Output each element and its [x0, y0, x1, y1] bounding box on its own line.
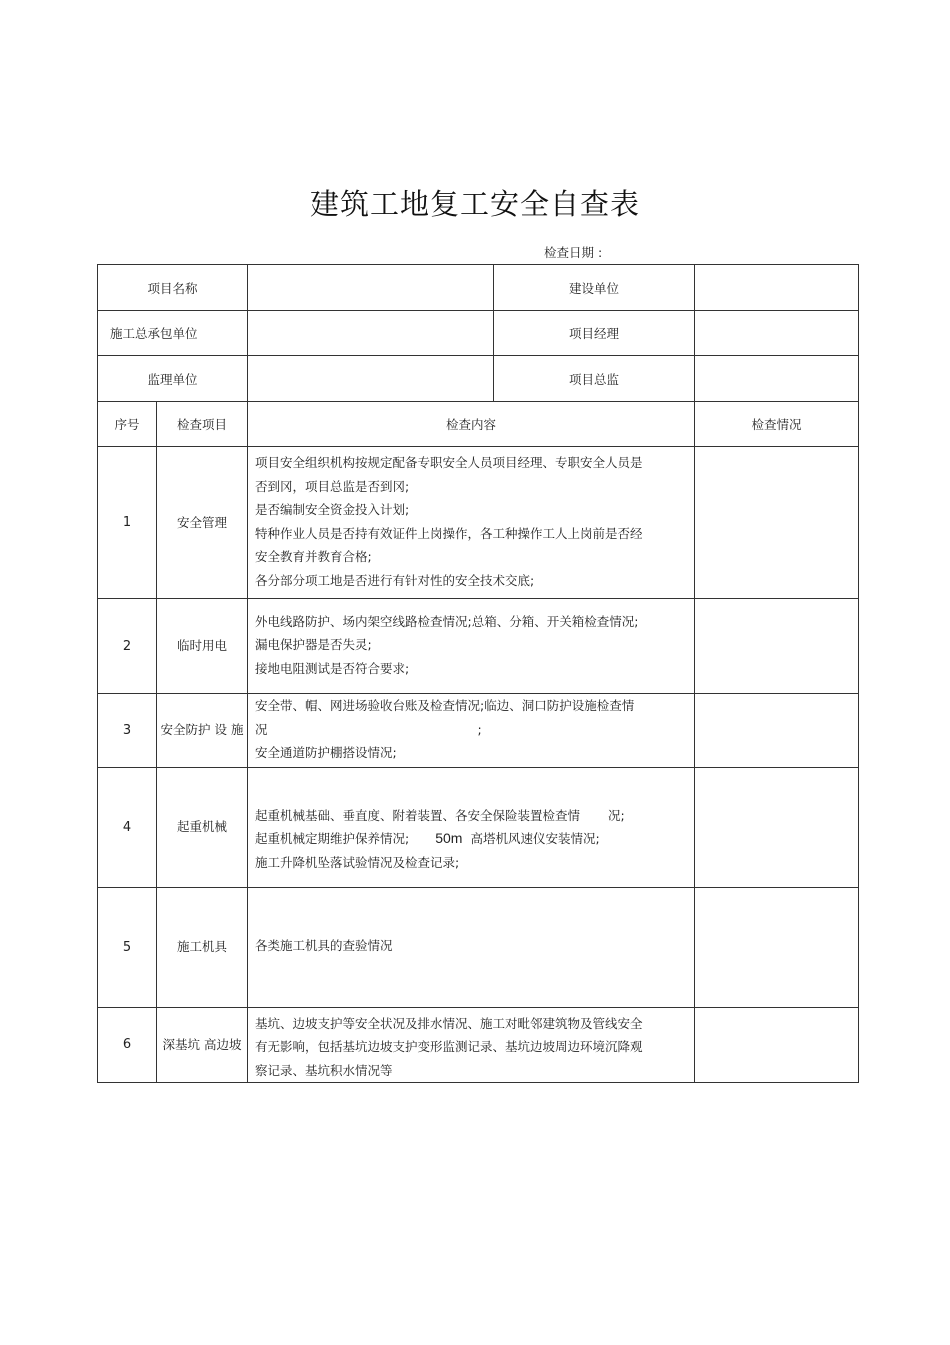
supervisor-label: 监理单位 [98, 356, 248, 402]
row-item: 起重机械 [157, 767, 248, 887]
row-status-field[interactable] [695, 1007, 859, 1083]
chief-supervisor-label: 项目总监 [494, 356, 695, 402]
row-content: 外电线路防护、场内架空线路检查情况;总箱、分箱、开关箱检查情况; 漏电保护器是否失灵; 接地电阻测试是否符合要求; [248, 599, 695, 694]
manager-field[interactable] [695, 311, 859, 356]
header-status: 检查情况 [695, 402, 859, 447]
table-row [98, 694, 859, 768]
builder-label: 建设单位 [494, 265, 695, 311]
row-content: 项目安全组织机构按规定配备专职安全人员项目经理、专职安全人员是 否到冈，项目总监是否到冈; 是否编制安全资金投入计划; 特种作业人员是否持有效证件上岗操作，各工种操作工人上岗前是否经 安全教育并教育合格; 各分部分项工地是否进行有针对性的安全技术交底; [248, 447, 695, 599]
info-row-project [98, 265, 859, 311]
project-name-label: 项目名称 [98, 265, 248, 311]
inspection-table [97, 264, 859, 1083]
page-title: 建筑工地复工安全自查表 [309, 187, 640, 221]
table-row [98, 1007, 859, 1083]
row-status-field[interactable] [695, 694, 859, 768]
project-name-field[interactable] [248, 265, 494, 311]
row-number: 4 [98, 767, 157, 887]
row-number: 2 [98, 599, 157, 694]
row-number: 3 [98, 694, 157, 768]
header-row [98, 402, 859, 447]
table-row [98, 599, 859, 694]
row-number: 5 [98, 887, 157, 1007]
chief-supervisor-field[interactable] [695, 356, 859, 402]
table-row [98, 767, 859, 887]
info-row-contractor [98, 311, 859, 356]
supervisor-field[interactable] [248, 356, 494, 402]
row-number: 6 [98, 1007, 157, 1083]
row-status-field[interactable] [695, 767, 859, 887]
row-content: 基坑、边坡支护等安全状况及排水情况、施工对毗邻建筑物及管线安全 有无影响，包括基坑边坡支护变形监测记录、基坑边坡周边环境沉降观 察记录、基坑积水情况等 [248, 1007, 695, 1083]
row-item: 临时用电 [157, 599, 248, 694]
row-content: 安全带、帽、网进场验收台账及检查情况;临边、洞口防护设施检查情 况 ; 安全通道防护棚搭设情况; [248, 694, 695, 768]
table-row [98, 447, 859, 599]
row-item: 安全管理 [157, 447, 248, 599]
row-status-field[interactable] [695, 887, 859, 1007]
header-item: 检查项目 [157, 402, 248, 447]
row-item: 施工机具 [157, 887, 248, 1007]
contractor-label: 施工总承包单位 [98, 311, 248, 356]
builder-field[interactable] [695, 265, 859, 311]
row-status-field[interactable] [695, 447, 859, 599]
inspection-date-label: 检查日期 : [544, 245, 603, 260]
row-item: 深基坑 高边坡 [157, 1007, 248, 1083]
table-row [98, 887, 859, 1007]
row-item: 安全防护 设 施 [157, 694, 248, 768]
row-number: 1 [98, 447, 157, 599]
info-row-supervisor [98, 356, 859, 402]
row-content: 各类施工机具的查验情况 [248, 887, 695, 1007]
row-content: 起重机械基础、垂直度、附着装置、各安全保险装置检查情 况; 起重机械定期维护保养情况; 50m 高塔机风速仪安装情况; 施工升降机坠落试验情况及检查记录; [248, 767, 695, 887]
header-no: 序号 [98, 402, 157, 447]
manager-label: 项目经理 [494, 311, 695, 356]
contractor-field[interactable] [248, 311, 494, 356]
header-content: 检查内容 [248, 402, 695, 447]
row-status-field[interactable] [695, 599, 859, 694]
